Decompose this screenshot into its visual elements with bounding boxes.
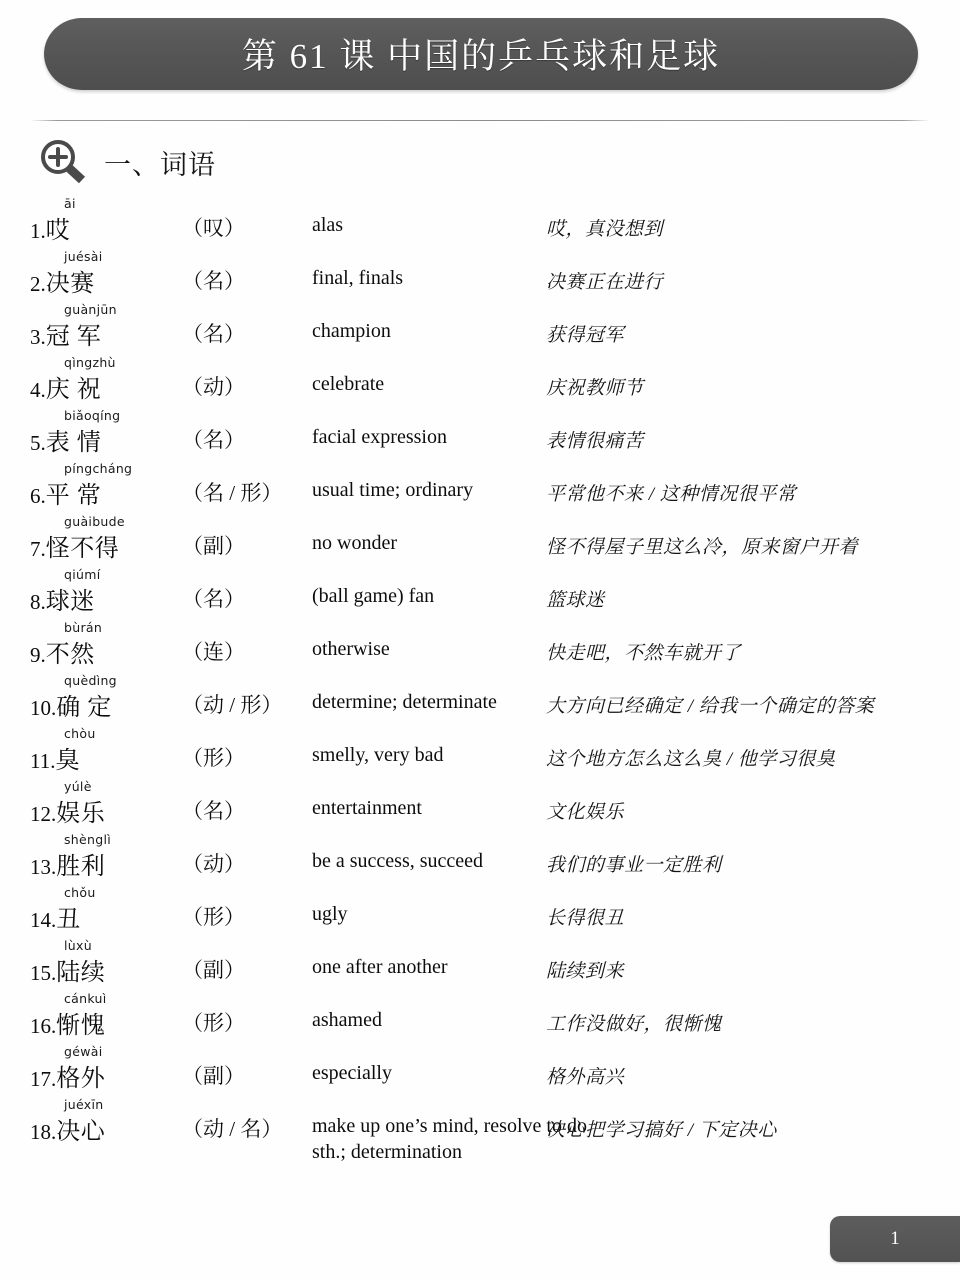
vocab-entry bbox=[30, 832, 940, 885]
vocab-entry bbox=[30, 461, 940, 514]
vocab-entry bbox=[30, 938, 940, 991]
page-number: 1 bbox=[890, 1228, 900, 1249]
example-sentence: 大方向已经确定 / 给我一个确定的答案 bbox=[546, 696, 875, 717]
pinyin-label: bùrán bbox=[64, 620, 103, 635]
example-sentence: 篮球迷 bbox=[546, 590, 605, 611]
pinyin-label: biǎoqíng bbox=[64, 408, 121, 423]
entry-number: 11. bbox=[30, 749, 56, 773]
part-of-speech: （名） bbox=[182, 428, 245, 452]
part-of-speech: （名） bbox=[182, 587, 245, 611]
example-sentence: 陆续到来 bbox=[546, 961, 625, 982]
example-sentence: 决心把学习搞好 / 下定决心 bbox=[546, 1120, 777, 1141]
hanzi-word: 格外 bbox=[56, 1066, 106, 1092]
vocab-entry bbox=[30, 302, 940, 355]
vocab-word-cell bbox=[30, 1044, 180, 1097]
part-of-speech: （形） bbox=[182, 1011, 245, 1035]
english-definition: be a success, succeed bbox=[312, 850, 484, 872]
example-sentence: 获得冠军 bbox=[546, 325, 625, 346]
hanzi-word: 惭愧 bbox=[56, 1013, 106, 1039]
vocab-entry bbox=[30, 355, 940, 408]
lesson-title-banner bbox=[44, 18, 918, 90]
vocab-word-cell bbox=[30, 938, 180, 991]
word-line bbox=[30, 316, 101, 351]
word-line bbox=[30, 740, 80, 775]
word-line bbox=[30, 475, 101, 510]
english-definition: smelly, very bad bbox=[312, 744, 444, 766]
vocab-word-cell bbox=[30, 620, 180, 673]
part-of-speech: （副） bbox=[182, 1064, 245, 1088]
vocab-entry bbox=[30, 249, 940, 302]
vocab-word-cell bbox=[30, 302, 180, 355]
word-line bbox=[30, 899, 81, 934]
vocab-word-cell bbox=[30, 249, 180, 302]
vocab-entry bbox=[30, 1097, 940, 1164]
example-sentence: 平常他不来 / 这种情况很平常 bbox=[546, 484, 797, 505]
section-heading bbox=[36, 136, 216, 188]
pinyin-label: guàibude bbox=[64, 514, 125, 529]
hanzi-word: 胜利 bbox=[56, 854, 106, 880]
example-sentence: 这个地方怎么这么臭 / 他学习很臭 bbox=[546, 749, 836, 770]
pinyin-label: juéxīn bbox=[64, 1097, 104, 1112]
vocab-word-cell bbox=[30, 673, 180, 726]
hanzi-word: 丑 bbox=[56, 907, 81, 933]
english-definition: ashamed bbox=[312, 1009, 382, 1031]
entry-number: 17. bbox=[30, 1067, 57, 1091]
hanzi-word: 球迷 bbox=[45, 589, 95, 615]
example-sentence: 怪不得屋子里这么冷，原来窗户开着 bbox=[546, 537, 859, 558]
part-of-speech: （动） bbox=[182, 375, 245, 399]
entry-number: 3. bbox=[30, 325, 46, 349]
vocab-word-cell bbox=[30, 779, 180, 832]
part-of-speech: （名） bbox=[182, 322, 245, 346]
hanzi-word: 娱乐 bbox=[56, 801, 106, 827]
word-line bbox=[30, 422, 101, 457]
hanzi-word: 决心 bbox=[56, 1119, 106, 1145]
entry-number: 15. bbox=[30, 961, 57, 985]
vocab-word-cell bbox=[30, 196, 180, 249]
hanzi-word: 不然 bbox=[45, 642, 95, 668]
word-line bbox=[30, 581, 95, 616]
hanzi-word: 冠 军 bbox=[45, 324, 102, 350]
hanzi-word: 表 情 bbox=[45, 430, 102, 456]
english-definition: one after another bbox=[312, 956, 448, 978]
vocab-entry bbox=[30, 885, 940, 938]
example-sentence: 表情很痛苦 bbox=[546, 431, 644, 452]
vocab-word-cell bbox=[30, 408, 180, 461]
entry-number: 9. bbox=[30, 643, 46, 667]
english-definition: alas bbox=[312, 214, 344, 236]
hanzi-word: 决赛 bbox=[45, 271, 95, 297]
entry-number: 10. bbox=[30, 696, 57, 720]
english-definition: make up one’s mind, resolve to do sth.; determination bbox=[312, 1115, 587, 1164]
vocab-word-cell bbox=[30, 514, 180, 567]
pinyin-label: qiúmí bbox=[64, 567, 101, 582]
part-of-speech: （动 / 形） bbox=[182, 693, 283, 717]
word-line bbox=[30, 846, 105, 881]
vocab-word-cell bbox=[30, 991, 180, 1044]
vocab-entry bbox=[30, 620, 940, 673]
vocab-word-cell bbox=[30, 567, 180, 620]
example-sentence: 格外高兴 bbox=[546, 1067, 625, 1088]
pinyin-label: chǒu bbox=[64, 885, 96, 900]
hanzi-word: 哎 bbox=[45, 218, 71, 244]
hanzi-word: 庆 祝 bbox=[45, 377, 102, 403]
pinyin-label: yúlè bbox=[64, 779, 92, 794]
part-of-speech: （名 / 形） bbox=[182, 481, 283, 505]
vocab-entry bbox=[30, 514, 940, 567]
english-definition: otherwise bbox=[312, 638, 390, 660]
vocab-entry bbox=[30, 726, 940, 779]
english-definition: determine; determinate bbox=[312, 691, 497, 713]
vocabulary-list bbox=[30, 196, 940, 1164]
vocab-word-cell bbox=[30, 1097, 180, 1159]
pinyin-label: cánkuì bbox=[64, 991, 107, 1006]
english-definition: ugly bbox=[312, 903, 348, 925]
entry-number: 1. bbox=[30, 219, 46, 243]
vocab-entry bbox=[30, 779, 940, 832]
vocab-entry bbox=[30, 196, 940, 249]
part-of-speech: （形） bbox=[182, 905, 245, 929]
vocab-entry bbox=[30, 408, 940, 461]
vocab-entry bbox=[30, 673, 940, 726]
entry-number: 2. bbox=[30, 272, 46, 296]
example-sentence: 庆祝教师节 bbox=[546, 378, 644, 399]
hanzi-word: 平 常 bbox=[45, 483, 102, 509]
entry-number: 7. bbox=[30, 537, 46, 561]
word-line bbox=[30, 263, 95, 298]
vocab-entry bbox=[30, 991, 940, 1044]
english-definition: especially bbox=[312, 1062, 392, 1084]
part-of-speech: （叹） bbox=[182, 216, 245, 240]
pinyin-label: āi bbox=[64, 196, 76, 211]
entry-number: 16. bbox=[30, 1014, 57, 1038]
english-definition: (ball game) fan bbox=[312, 585, 435, 607]
word-line bbox=[30, 1005, 105, 1040]
hanzi-word: 臭 bbox=[55, 748, 80, 774]
english-definition: entertainment bbox=[312, 797, 422, 819]
vocab-word-cell bbox=[30, 885, 180, 938]
vocab-word-cell bbox=[30, 832, 180, 885]
entry-number: 12. bbox=[30, 802, 57, 826]
pinyin-label: chòu bbox=[64, 726, 96, 741]
example-sentence: 哎，真没想到 bbox=[546, 219, 664, 240]
vocab-word-cell bbox=[30, 461, 180, 514]
part-of-speech: （形） bbox=[182, 746, 245, 770]
pinyin-label: juésài bbox=[64, 249, 103, 264]
example-sentence: 长得很丑 bbox=[546, 908, 625, 929]
pinyin-label: píngcháng bbox=[64, 461, 133, 476]
part-of-speech: （副） bbox=[182, 534, 245, 558]
hanzi-word: 确 定 bbox=[56, 695, 112, 721]
pinyin-label: quèdìng bbox=[64, 673, 117, 688]
hanzi-word: 陆续 bbox=[56, 960, 106, 986]
part-of-speech: （动） bbox=[182, 852, 245, 876]
vocab-word-cell bbox=[30, 355, 180, 408]
english-definition: no wonder bbox=[312, 532, 397, 554]
magnifier-plus-icon bbox=[36, 137, 92, 187]
entry-number: 13. bbox=[30, 855, 57, 879]
hanzi-word: 怪不得 bbox=[45, 536, 120, 562]
word-line bbox=[30, 369, 101, 404]
part-of-speech: （副） bbox=[182, 958, 245, 982]
entry-number: 6. bbox=[30, 484, 46, 508]
part-of-speech: （名） bbox=[182, 799, 245, 823]
word-line bbox=[30, 952, 105, 987]
word-line bbox=[30, 1111, 105, 1146]
example-sentence: 快走吧，不然车就开了 bbox=[546, 643, 742, 664]
word-line bbox=[30, 793, 105, 828]
entry-number: 5. bbox=[30, 431, 46, 455]
part-of-speech: （连） bbox=[182, 640, 245, 664]
entry-number: 4. bbox=[30, 378, 46, 402]
english-definition: final, finals bbox=[312, 267, 404, 289]
example-sentence: 工作没做好，很惭愧 bbox=[546, 1014, 722, 1035]
example-sentence: 决赛正在进行 bbox=[546, 272, 664, 293]
entry-number: 14. bbox=[30, 908, 57, 932]
word-line bbox=[30, 687, 112, 722]
vocab-entry bbox=[30, 1044, 940, 1097]
pinyin-label: guànjūn bbox=[64, 302, 117, 317]
english-definition: facial expression bbox=[312, 426, 447, 448]
pinyin-label: qìngzhù bbox=[64, 355, 116, 370]
word-line bbox=[30, 1058, 105, 1093]
word-line bbox=[30, 210, 70, 245]
pinyin-label: géwài bbox=[64, 1044, 103, 1059]
pinyin-label: shènglì bbox=[64, 832, 112, 847]
header-divider bbox=[30, 120, 930, 121]
part-of-speech: （名） bbox=[182, 269, 245, 293]
section-title-label: 一、词语 bbox=[104, 149, 216, 180]
entry-number: 8. bbox=[30, 590, 46, 614]
entry-number: 18. bbox=[30, 1120, 57, 1144]
page-footer-bar bbox=[830, 1216, 960, 1262]
english-definition: celebrate bbox=[312, 373, 385, 395]
example-sentence: 我们的事业一定胜利 bbox=[546, 855, 722, 876]
pinyin-label: lùxù bbox=[64, 938, 92, 953]
page-title: 第 61 课 中国的乒乓球和足球 bbox=[241, 37, 721, 76]
vocab-entry bbox=[30, 567, 940, 620]
word-line bbox=[30, 634, 95, 669]
english-definition: usual time; ordinary bbox=[312, 479, 474, 501]
example-sentence: 文化娱乐 bbox=[546, 802, 625, 823]
english-definition: champion bbox=[312, 320, 391, 342]
vocab-word-cell bbox=[30, 726, 180, 779]
word-line bbox=[30, 528, 119, 563]
part-of-speech: （动 / 名） bbox=[182, 1117, 283, 1141]
